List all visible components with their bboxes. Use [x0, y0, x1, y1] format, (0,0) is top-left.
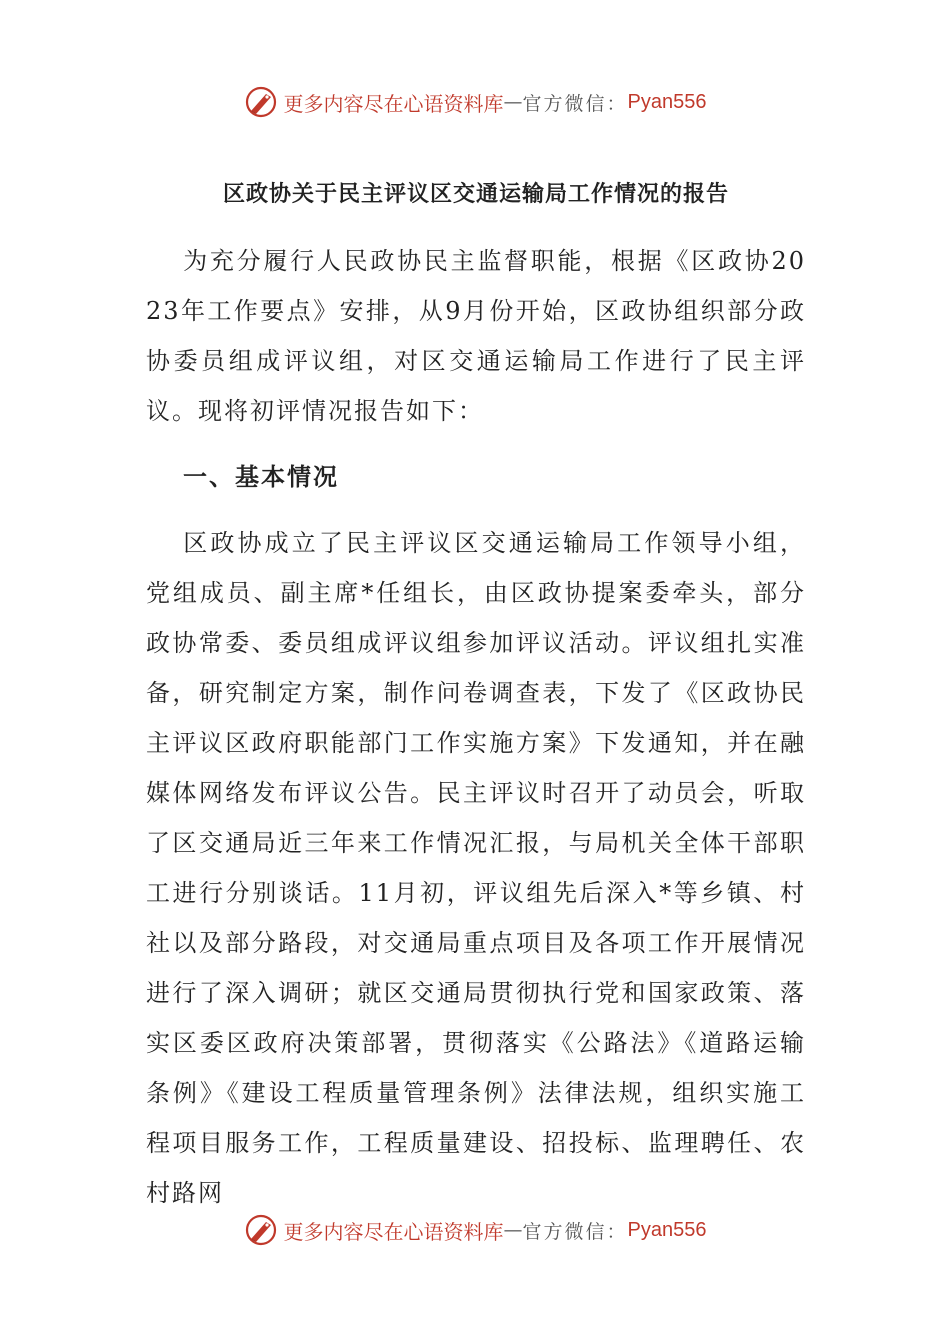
header-watermark — [0, 80, 950, 124]
pen-nib-logo-icon — [244, 85, 278, 119]
document-title: 区政协关于民主评议区交通运输局工作情况的报告 — [222, 182, 729, 207]
footer-watermark — [0, 1208, 950, 1252]
document-body — [146, 170, 806, 1218]
section-body-paragraph: 区政协成立了民主评议区交通运输局工作领导小组，党组成员、副主席*任组长，由区政协提案委牵头，部分政协常委、委员组成评议组参加评议活动。评议组扎实准备，研究制定方案，制作问卷调查表，下发了《区政协民主评议区政府职能部门工作实施方案》下发通知，并在融媒体网络发布评议公告。民主评议时召开了动员会，听取了区交通局近三年来工作情况汇报，与局机关全体干部职工进行分别谈话。11月初，评议组先后深入*等乡镇、村社以及部分路段，对交通局重点项目及各项工作开展情况进行了深入调研；就区交通局贯彻执行党和国家政策、落实区委区政府决策部署，贯彻落实《公路法》《道路运输条例》《建设工程质量管理条例》法律法规，组织实施工程项目服务工作，工程质量建设、招投标、监理聘任、农村路网 — [146, 529, 806, 1207]
watermark-contact-label: 官方微信： — [522, 1220, 628, 1243]
watermark-separator: — — [503, 1219, 523, 1241]
intro-paragraph: 为充分履行人民政协民主监督职能，根据《区政协2023年工作要点》安排，从9月份开始，区政协组织部分政协委员组成评议组，对区交通运输局工作进行了民主评议。现将初评情况报告如下： — [146, 247, 806, 425]
watermark-separator: — — [503, 91, 523, 113]
watermark-brand: 更多内容尽在心语资料库 — [283, 91, 504, 116]
watermark-contact-id: Pyan556 — [627, 1218, 707, 1241]
watermark-brand: 更多内容尽在心语资料库 — [283, 1219, 504, 1244]
watermark-contact-label: 官方微信： — [522, 92, 628, 115]
section-heading-basic-situation: 一、基本情况 — [183, 463, 339, 491]
pen-nib-logo-icon — [244, 1213, 278, 1247]
watermark-contact-id: Pyan556 — [627, 90, 707, 113]
